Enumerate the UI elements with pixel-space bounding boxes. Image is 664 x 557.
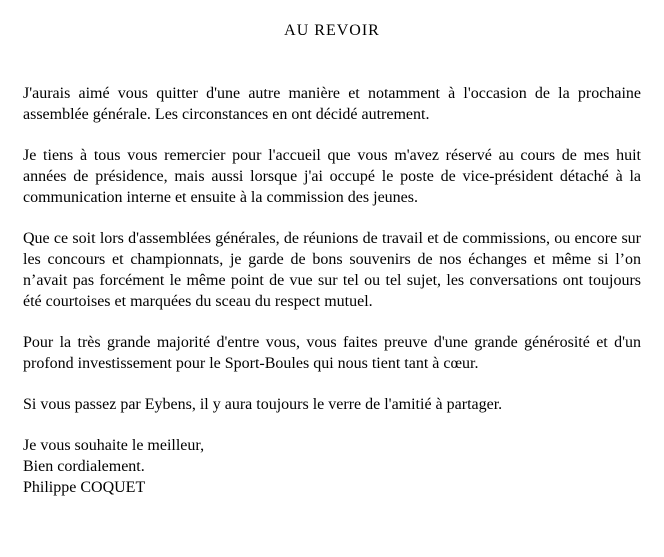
signature-name: Philippe COQUET [23, 479, 146, 496]
paragraph-memories: Que ce soit lors d'assemblées générales, de réunions de travail et de commissions, ou encore sur les concours et championnats, je garde de bons souvenirs de nos échanges et même si l’on n’avait pas forcément le même point de vue sur tel ou tel sujet, les conversations ont toujours été courtoises et marquées du sceau du respect mutuel. [23, 230, 641, 310]
signature-block [23, 456, 641, 498]
paragraph-eybens: Si vous passez par Eybens, il y aura toujours le verre de l'amitié à partager. [23, 396, 503, 413]
document-title: AU REVOIR [284, 22, 380, 39]
paragraph-generosity: Pour la très grande majorité d'entre vous, vous faites preuve d'une grande générosité et d'un profond investissement pour le Sport-Boules qui nous tient tant à cœur. [23, 334, 641, 372]
closing-line: Je vous souhaite le meilleur, [23, 437, 205, 454]
paragraph-thanks: Je tiens à tous vous remercier pour l'accueil que vous m'avez réservé au cours de mes huit années de présidence, mais aussi lorsque j'ai occupé le poste de vice-président détaché à la communication interne et ensuite à la commission des jeunes. [23, 147, 641, 206]
signature-salutation: Bien cordialement. [23, 458, 145, 475]
paragraph-intro: J'aurais aimé vous quitter d'une autre manière et notamment à l'occasion de la prochaine assemblée générale. Les circonstances en ont décidé autrement. [23, 85, 641, 123]
